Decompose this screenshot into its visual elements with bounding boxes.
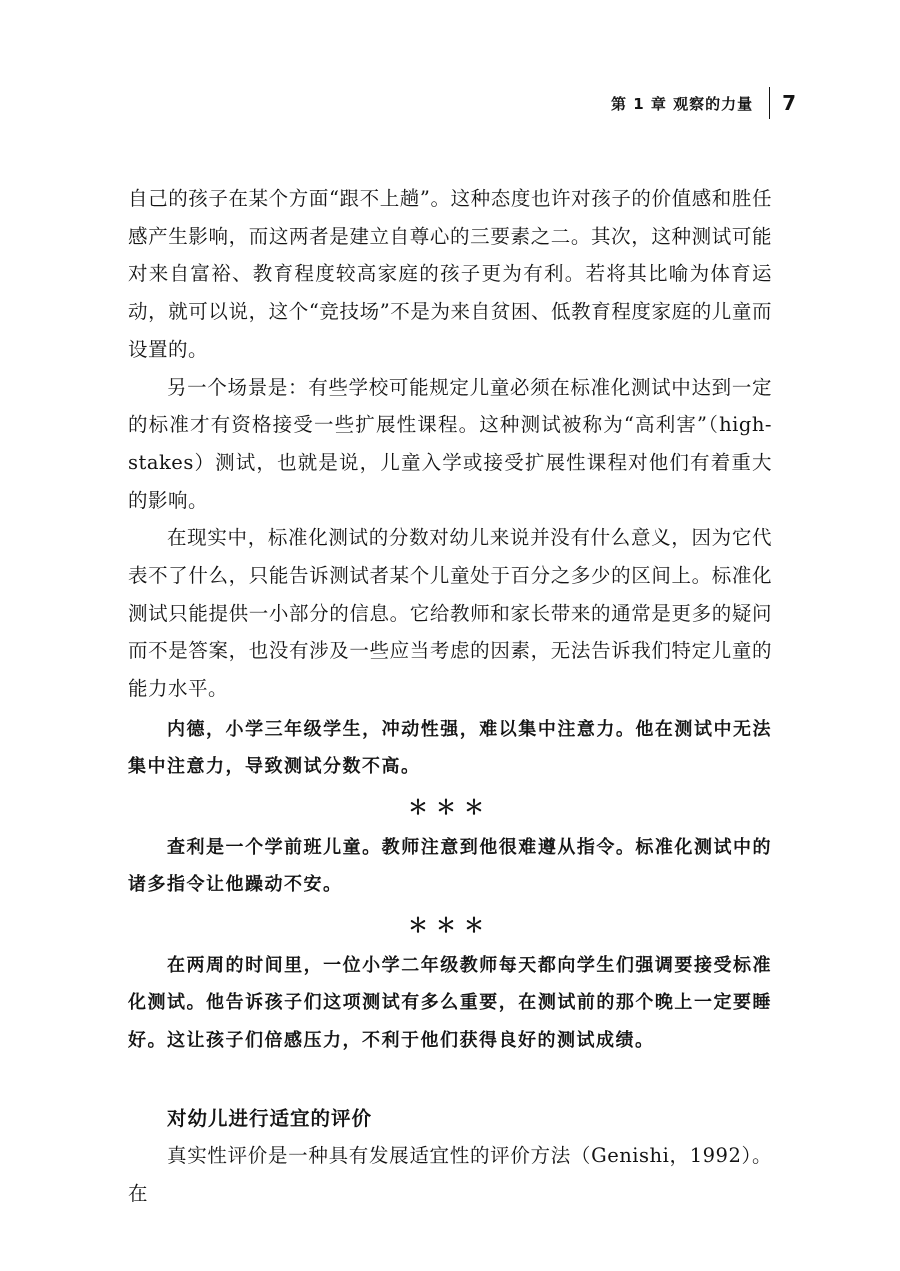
paragraph-authentic-assessment: 真实性评价是一种具有发展适宜性的评价方法（Genishi，1992）。在 [128, 1144, 772, 1206]
section-separator: ＊＊＊ [408, 794, 492, 819]
running-head [611, 86, 796, 120]
case-example-ned: 内德，小学三年级学生，冲动性强，难以集中注意力。他在测试中无法集中注意力，导致测试分数不高。 [128, 718, 772, 778]
section-heading: 对幼儿进行适宜的评价 [167, 1107, 373, 1131]
case-example-teacher: 在两周的时间里，一位小学二年级教师每天都向学生们强调要接受标准化测试。他告诉孩子们这项测试有多么重要，在测试前的那个晚上一定要睡好。这让孩子们倍感压力，不利于他们获得良好的测试成绩。 [128, 954, 772, 1051]
paragraph-high-stakes: 另一个场景是：有些学校可能规定儿童必须在标准化测试中达到一定的标准才有资格接受一些扩展性课程。这种测试被称为“高利害”（high-stakes）测试，也就是说，儿童入学或接受扩展性课程对他们有着重大的影响。 [128, 375, 772, 512]
section-separator: ＊＊＊ [408, 912, 492, 937]
page-body [128, 180, 772, 1213]
case-example-charlie: 查利是一个学前班儿童。教师注意到他很难遵从指令。标准化测试中的诸多指令让他躁动不安。 [128, 836, 772, 896]
page-number: 7 [782, 91, 796, 115]
paragraph-reality: 在现实中，标准化测试的分数对幼儿来说并没有什么意义，因为它代表不了什么，只能告诉测试者某个儿童处于百分之多少的区间上。标准化测试只能提供一小部分的信息。它给教师和家长带来的通常是更多的疑问而不是答案，也没有涉及一些应当考虑的因素，无法告诉我们特定儿童的能力水平。 [128, 526, 772, 701]
header-divider [769, 87, 770, 119]
chapter-title: 第 1 章 观察的力量 [610, 94, 754, 113]
paragraph-continued: 自己的孩子在某个方面“跟不上趟”。这种态度也许对孩子的价值感和胜任感产生影响，而这两者是建立自尊心的三要素之二。其次，这种测试可能对来自富裕、教育程度较高家庭的孩子更为有利。若将其比喻为体育运动，就可以说，这个“竞技场”不是为来自贫困、低教育程度家庭的儿童而设置的。 [128, 187, 772, 361]
